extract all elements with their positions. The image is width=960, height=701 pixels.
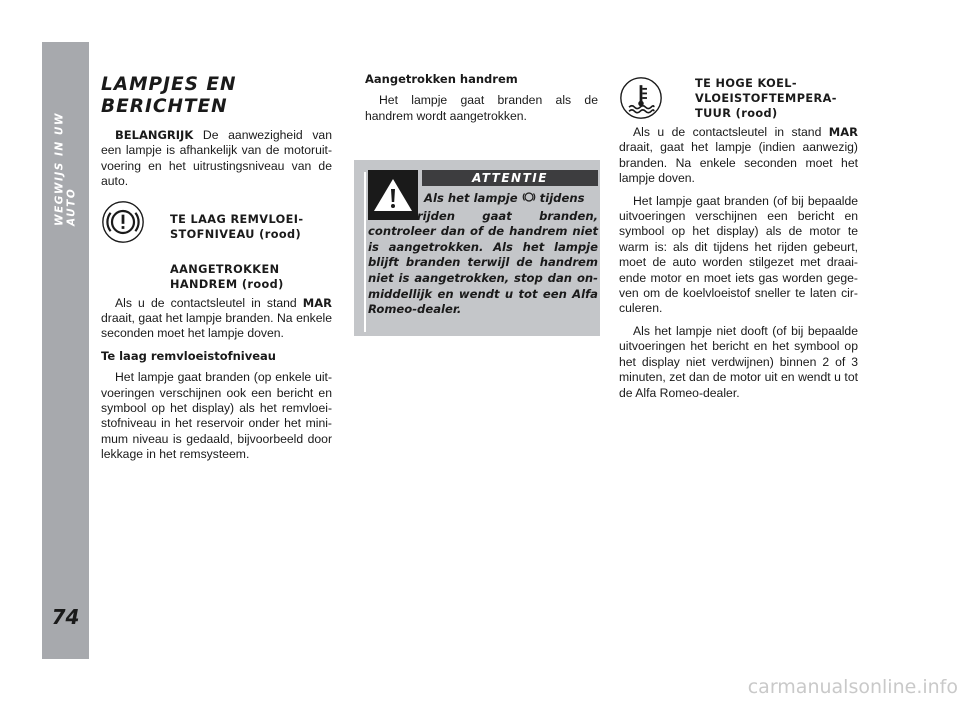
mar-keyword: MAR	[302, 295, 332, 310]
column-3	[619, 72, 858, 408]
coolant-paragraph-3: Als het lampje niet dooft (of bij bepaalde uitvoeringen het bericht en het symbool op het display niet verdwijnen) binnen 2 of 3 minuten, zet dan de motor uit en wendt u tot de Alfa Romeo-dealer.	[619, 323, 858, 400]
brake-warning-inline-icon	[522, 190, 536, 209]
coolant-paragraph-2: Het lampje gaat branden (of bij bepaalde uitvoeringen verschijnen een bericht en symbool op het display) als de motor te warm is: als dit tijdens het rijden gebeurt, moet de auto worden stilgezet met draai-ende motor en moet iets gas worden gege-ven om de koelvloeistof sneller te laten cir-culeren.	[619, 193, 858, 316]
page-title	[101, 74, 332, 118]
attention-box	[354, 160, 600, 336]
brake-warning-icon	[101, 200, 145, 244]
important-note	[101, 128, 332, 190]
coolant-block	[619, 76, 858, 121]
coolant-mar-keyword: MAR	[828, 125, 858, 139]
attention-text	[368, 190, 598, 318]
page-title-line-1: LAMPJES EN	[101, 74, 237, 95]
brake-fluid-heading-1: TE LAAG REMVLOEI-	[170, 212, 304, 226]
brake-warning-block	[101, 200, 332, 292]
section-title-vertical: WEGWIJS IN UW AUTO	[53, 112, 78, 226]
important-label: BELANGRIJK	[115, 128, 194, 142]
important-text: De aanwezigheid van een lampje is afhankelijk van de motoruit-voering en het uitrustingsniveau van de auto.	[101, 128, 332, 189]
coolant-headings	[695, 76, 837, 121]
page-number: 74	[51, 605, 80, 629]
coolant-temperature-icon	[619, 76, 663, 120]
brake-item-headings	[170, 200, 303, 292]
brake-fluid-subheading: Te laag remvloeistofniveau	[101, 348, 276, 363]
handbrake-subheading: Aangetrokken handrem	[365, 72, 518, 86]
column-2	[365, 72, 598, 131]
column-1	[101, 72, 332, 470]
attention-body: het rijden gaat branden, controleer dan of de handrem niet is aangetrokken. Als het lampje blijft branden terwijl de handrem niet is aangetrokken, stop dan on-middellijk en wendt u tot een Alfa Romeo-dealer.	[368, 208, 598, 317]
attention-label: ATTENTIE	[422, 170, 598, 186]
coolant-heading-3: TUUR (rood)	[695, 107, 778, 120]
sidebar	[42, 42, 89, 659]
mar-paragraph: Als u de contactsleutel in stand MAR draait, gaat het lampje branden. Na enkele seconden moet het lampje doven.	[101, 295, 332, 341]
brake-fluid-heading-2: STOFNIVEAU (rood)	[170, 227, 302, 241]
coolant-mar-paragraph: Als u de contactsleutel in stand MAR draait, gaat het lampje (indien aanwezig) branden. Na enkele seconden moet het lampje doven.	[619, 125, 858, 186]
page-title-line-2: BERICHTEN	[101, 96, 228, 117]
handbrake-heading-1: AANGETROKKEN	[170, 262, 280, 276]
brake-fluid-paragraph: Het lampje gaat branden (op enkele uit-voeringen verschijnen ook een bericht en symbool op het display) als het remvloei-stofniveau in het reservoir onder het mini-mum niveau is gedaald, bijvoorbeeld door lekkage in het remsysteem.	[101, 370, 332, 462]
coolant-heading-2: VLOEISTOFTEMPERA-	[695, 92, 837, 105]
handbrake-paragraph: Het lampje gaat branden als de handrem wordt aangetrokken.	[365, 93, 598, 123]
attention-first-line: Als het lampje tijdens	[424, 190, 598, 209]
handbrake-heading-2: HANDREM (rood)	[170, 277, 284, 291]
attention-box-strip	[364, 172, 366, 332]
coolant-heading-1: TE HOGE KOEL-	[695, 77, 797, 90]
watermark: carmanualsonline.info	[747, 676, 958, 698]
